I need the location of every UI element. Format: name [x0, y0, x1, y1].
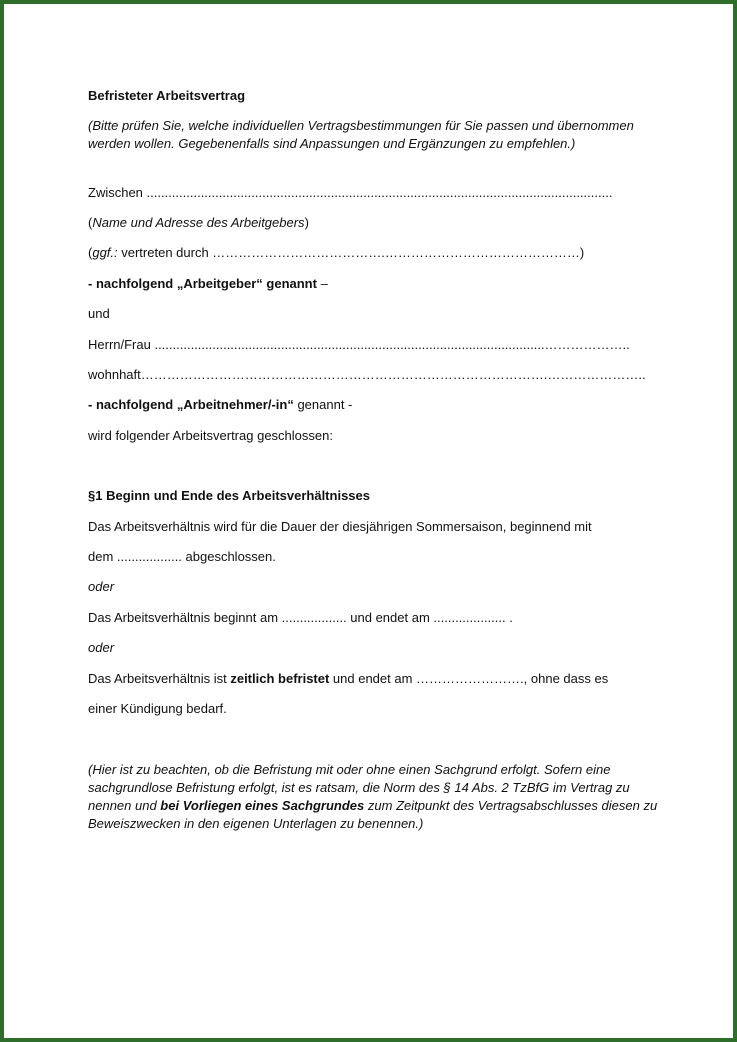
section1-line1: Das Arbeitsverhältnis wird für die Dauer der diesjährigen Sommersaison, beginnend mit	[88, 519, 592, 534]
vertreten-line	[88, 245, 584, 261]
wohnhaft-line: wohnhaft………………………………………………………………………………….…………………..	[88, 367, 646, 382]
nachfolgend-arbeitgeber	[88, 276, 328, 292]
zwischen-line: Zwischen .................................................................................................................................	[88, 185, 613, 200]
intro-note: (Bitte prüfen Sie, welche individuellen Vertragsbestimmungen für Sie passen und übernommen werden wollen. Gegebenenfalls sind Anpassungen und Ergänzungen zu empfehlen.)	[88, 118, 634, 151]
befristung-note-b: zum Zeitpunkt des Vertragsabschlusses diesen zu Beweiszwecken in den eigenen Unterlagen zu benennen.)	[88, 798, 658, 831]
section1-line4-b: und endet am ……………………., ohne dass es	[329, 671, 609, 686]
document-title: Befristeter Arbeitsvertrag	[88, 88, 246, 103]
section1-line4	[88, 671, 608, 687]
befristung-note	[88, 761, 658, 833]
ggf-label: ggf.:	[92, 245, 118, 260]
arbeitgeber-hint	[88, 215, 309, 231]
section1-line3: Das Arbeitsverhältnis beginnt am .................. und endet am .................... .	[88, 610, 513, 625]
nachfolgend-arbeitgeber-bold: - nachfolgend „Arbeitgeber“ genannt	[88, 276, 317, 291]
arbeitgeber-hint-text: Name und Adresse des Arbeitgebers	[92, 215, 305, 230]
section1-line5: einer Kündigung bedarf.	[88, 701, 227, 716]
oder-1: oder	[88, 579, 115, 594]
section1-title: §1 Beginn und Ende des Arbeitsverhältnisses	[88, 488, 370, 503]
paren-close: )	[304, 215, 309, 230]
nachfolgend-arbeitnehmer-bold: - nachfolgend „Arbeitnehmer/-in“	[88, 397, 294, 412]
nachfolgend-arbeitnehmer	[88, 397, 352, 413]
section1-line4-a: Das Arbeitsverhältnis ist	[88, 671, 231, 686]
section1-line2: dem .................. abgeschlossen.	[88, 549, 276, 564]
geschlossen-line: wird folgender Arbeitsvertrag geschlossen:	[88, 428, 333, 443]
befristung-note-a: (Hier ist zu beachten, ob die Befristung mit oder ohne einen Sachgrund erfolgt. Sofern eine sachgrundlose Befristung erfolgt, ist es ratsam, die Norm des § 14 Abs. 2 TzBfG im Vertrag zu nennen und	[88, 762, 630, 813]
nachfolgend-arbeitgeber-rest: –	[316, 276, 328, 291]
section1-line4-bold: zeitlich befristet	[230, 671, 330, 686]
und-line: und	[88, 306, 110, 321]
herrn-frau-line: Herrn/Frau ............................................................................................................………………..	[88, 337, 630, 352]
nachfolgend-arbeitnehmer-rest: genannt -	[293, 397, 353, 412]
vertreten-text: vertreten durch ………………………………….………………………………………)	[117, 245, 585, 260]
befristung-note-bold: bei Vorliegen eines Sachgrundes	[160, 798, 365, 813]
paren-open: (	[88, 215, 93, 230]
paren-open: (	[88, 245, 93, 260]
oder-2: oder	[88, 640, 115, 655]
